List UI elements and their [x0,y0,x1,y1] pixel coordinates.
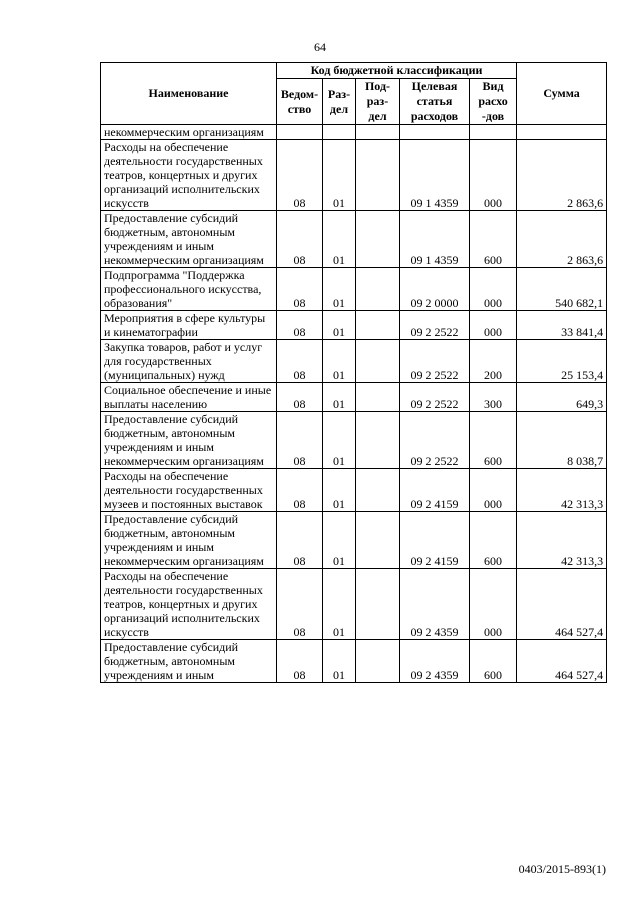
cell-sum: 464 527,4 [517,569,607,640]
cell-name: Предоставление субсидий бюджетным, автономным учреждениям и иным некоммерческим организациям [101,412,277,469]
cell-podrazdel [356,340,400,383]
cell-vedomstvo: 08 [277,512,323,569]
table-row [101,569,607,640]
cell-vid-raskhodov: 000 [470,469,517,512]
table-row [101,383,607,412]
cell-vid-raskhodov: 200 [470,340,517,383]
header-vedomstvo: Ведом-ство [277,79,323,125]
cell-razdel: 01 [323,311,356,340]
cell-sum: 33 841,4 [517,311,607,340]
cell-tselevaya-statya: 09 2 0000 [400,268,470,311]
cell-sum: 2 863,6 [517,140,607,211]
cell-vedomstvo [277,125,323,140]
cell-vid-raskhodov: 000 [470,311,517,340]
cell-vedomstvo: 08 [277,569,323,640]
header-sum: Сумма [517,63,607,125]
table-row [101,640,607,683]
cell-tselevaya-statya: 09 1 4359 [400,211,470,268]
table-body [101,125,607,683]
cell-vedomstvo: 08 [277,340,323,383]
cell-sum: 540 682,1 [517,268,607,311]
cell-vid-raskhodov: 600 [470,512,517,569]
cell-sum: 42 313,3 [517,512,607,569]
cell-razdel: 01 [323,640,356,683]
cell-tselevaya-statya: 09 2 4359 [400,640,470,683]
cell-razdel: 01 [323,268,356,311]
cell-vedomstvo: 08 [277,211,323,268]
cell-tselevaya-statya: 09 1 4359 [400,140,470,211]
cell-tselevaya-statya: 09 2 2522 [400,412,470,469]
cell-vid-raskhodov: 600 [470,211,517,268]
cell-name: Предоставление субсидий бюджетным, автономным учреждениям и иным некоммерческим организациям [101,512,277,569]
cell-podrazdel [356,469,400,512]
cell-name: Закупка товаров, работ и услуг для государственных (муниципальных) нужд [101,340,277,383]
cell-sum: 649,3 [517,383,607,412]
table-row [101,268,607,311]
cell-vid-raskhodov: 300 [470,383,517,412]
cell-vedomstvo: 08 [277,383,323,412]
cell-name: Подпрограмма "Поддержка профессионального искусства, образования" [101,268,277,311]
cell-razdel: 01 [323,140,356,211]
cell-podrazdel [356,211,400,268]
cell-name: некоммерческим организациям [101,125,277,140]
header-classification-group: Код бюджетной классификации [277,63,517,79]
cell-vedomstvo: 08 [277,640,323,683]
cell-vid-raskhodov: 000 [470,268,517,311]
cell-sum: 8 038,7 [517,412,607,469]
cell-tselevaya-statya: 09 2 4359 [400,569,470,640]
cell-podrazdel [356,125,400,140]
cell-vid-raskhodov: 600 [470,412,517,469]
table-row [101,512,607,569]
cell-tselevaya-statya: 09 2 2522 [400,340,470,383]
table-row [101,311,607,340]
cell-vedomstvo: 08 [277,412,323,469]
cell-podrazdel [356,569,400,640]
cell-vid-raskhodov [470,125,517,140]
table-row [101,211,607,268]
cell-vedomstvo: 08 [277,268,323,311]
cell-vedomstvo: 08 [277,140,323,211]
cell-tselevaya-statya [400,125,470,140]
cell-razdel: 01 [323,340,356,383]
budget-classification-table [100,62,607,683]
cell-tselevaya-statya: 09 2 2522 [400,383,470,412]
header-row-group [101,63,607,79]
table-row [101,340,607,383]
header-name: Наименование [101,63,277,125]
cell-podrazdel [356,512,400,569]
cell-name: Предоставление субсидий бюджетным, автономным учреждениям и иным некоммерческим организациям [101,211,277,268]
header-razdel: Раз-дел [323,79,356,125]
cell-podrazdel [356,140,400,211]
cell-vid-raskhodov: 600 [470,640,517,683]
cell-podrazdel [356,412,400,469]
header-podrazdel: Под-раз-дел [356,79,400,125]
cell-podrazdel [356,640,400,683]
cell-name: Мероприятия в сфере культуры и кинематографии [101,311,277,340]
cell-vid-raskhodov: 000 [470,569,517,640]
cell-vedomstvo: 08 [277,469,323,512]
cell-razdel: 01 [323,412,356,469]
cell-podrazdel [356,268,400,311]
cell-tselevaya-statya: 09 2 4159 [400,469,470,512]
page-number: 64 [314,40,326,54]
cell-name: Расходы на обеспечение деятельности государственных театров, концертных и других организаций исполнительских искусств [101,140,277,211]
cell-sum [517,125,607,140]
cell-sum: 42 313,3 [517,469,607,512]
cell-vedomstvo: 08 [277,311,323,340]
cell-name: Предоставление субсидий бюджетным, автономным учреждениям и иным [101,640,277,683]
cell-name: Расходы на обеспечение деятельности государственных театров, концертных и других организаций исполнительских искусств [101,569,277,640]
cell-razdel [323,125,356,140]
cell-podrazdel [356,311,400,340]
cell-razdel: 01 [323,383,356,412]
table-row [101,140,607,211]
table-row [101,412,607,469]
cell-tselevaya-statya: 09 2 2522 [400,311,470,340]
cell-name: Социальное обеспечение и иные выплаты населению [101,383,277,412]
table-row [101,469,607,512]
document-id: 0403/2015-893(1) [518,862,606,876]
cell-name: Расходы на обеспечение деятельности государственных музеев и постоянных выставок [101,469,277,512]
cell-razdel: 01 [323,512,356,569]
cell-razdel: 01 [323,469,356,512]
cell-sum: 2 863,6 [517,211,607,268]
cell-tselevaya-statya: 09 2 4159 [400,512,470,569]
table-row [101,125,607,140]
cell-podrazdel [356,383,400,412]
cell-sum: 25 153,4 [517,340,607,383]
cell-vid-raskhodov: 000 [470,140,517,211]
cell-sum: 464 527,4 [517,640,607,683]
header-vid-raskhodov: Вид расхо -дов [470,79,517,125]
header-tselevaya-statya: Целевая статья расходов [400,79,470,125]
cell-razdel: 01 [323,211,356,268]
cell-razdel: 01 [323,569,356,640]
